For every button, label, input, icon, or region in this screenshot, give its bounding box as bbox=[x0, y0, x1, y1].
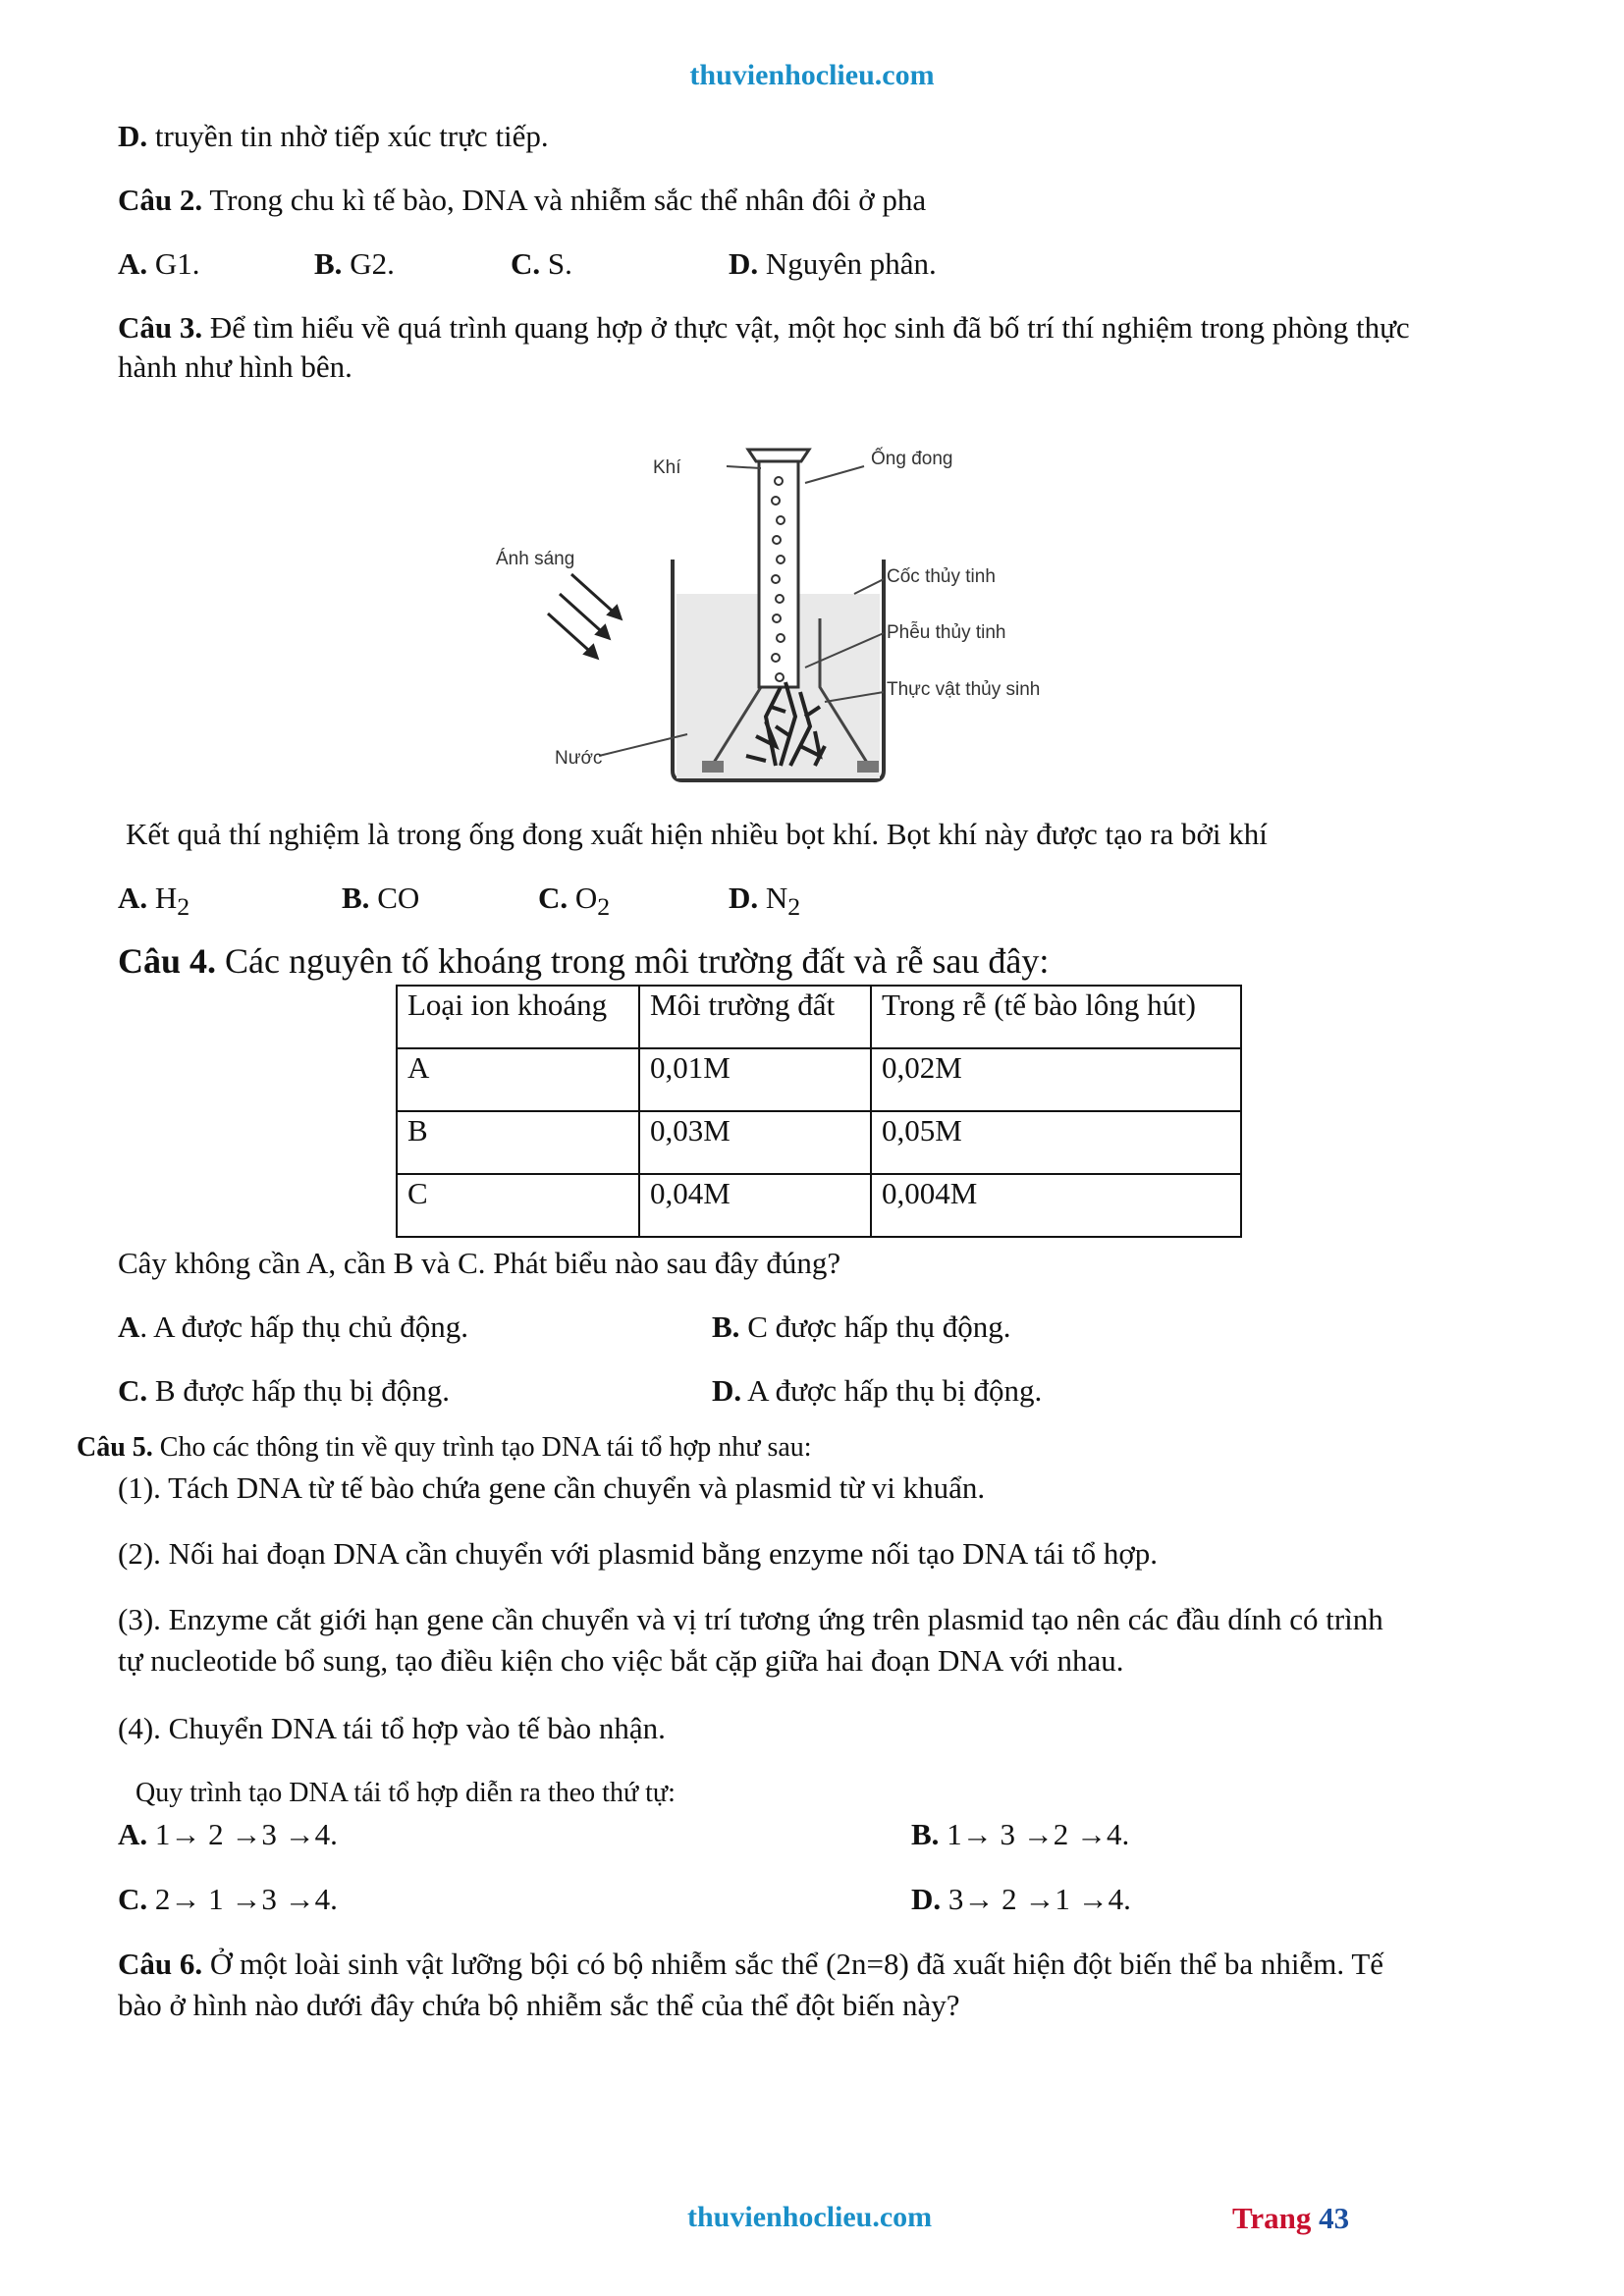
option-text: G2. bbox=[342, 246, 395, 281]
table-cell: 0,004M bbox=[871, 1174, 1241, 1237]
option-text: Nguyên phân. bbox=[758, 246, 937, 281]
q2-option-b bbox=[314, 245, 395, 283]
table-row bbox=[397, 1111, 1241, 1174]
option-letter: B. bbox=[314, 246, 343, 281]
ion-table bbox=[396, 985, 1242, 1238]
funnel-support-right bbox=[857, 761, 879, 773]
option-text: N bbox=[758, 881, 788, 915]
option-subscript: 2 bbox=[787, 892, 801, 922]
question-text: Cho các thông tin về quy trình tạo DNA tái tổ hợp như sau: bbox=[152, 1432, 812, 1463]
table-cell: A bbox=[397, 1048, 639, 1111]
option-subscript: 2 bbox=[177, 892, 190, 922]
option-letter: B. bbox=[712, 1309, 740, 1344]
option-letter: B. bbox=[342, 881, 370, 915]
option-letter: C. bbox=[511, 246, 541, 281]
option-letter: B. bbox=[911, 1817, 940, 1851]
option-text: . A được hấp thụ chủ động. bbox=[139, 1309, 468, 1344]
header-site: thuvienhoclieu.com bbox=[689, 59, 935, 91]
option-letter: A. bbox=[118, 881, 148, 915]
option-text: 1→ 2 →3 →4. bbox=[147, 1817, 338, 1851]
table-header: Trong rễ (tế bào lông hút) bbox=[871, 986, 1241, 1048]
light-arrows bbox=[548, 574, 621, 658]
q5-question: Quy trình tạo DNA tái tổ hợp diễn ra theo thứ tự: bbox=[135, 1778, 676, 1808]
q5-option-a bbox=[118, 1816, 338, 1853]
table-row bbox=[397, 1174, 1241, 1237]
q6-stem bbox=[118, 1946, 1383, 1983]
table-header: Môi trường đất bbox=[639, 986, 871, 1048]
option-letter: C. bbox=[118, 1882, 148, 1916]
q3-option-c bbox=[538, 880, 610, 926]
q4-question: Cây không cần A, cần B và C. Phát biểu nào sau đây đúng? bbox=[118, 1246, 841, 1280]
option-text: C được hấp thụ động. bbox=[739, 1309, 1011, 1344]
table-row bbox=[397, 1048, 1241, 1111]
q4-option-d bbox=[712, 1372, 1042, 1410]
q6-stem-line2: bào ở hình nào dưới đây chứa bộ nhiễm sắc thể của thể đột biến này? bbox=[118, 1988, 960, 2022]
label-ong-dong: Ống đong bbox=[871, 449, 953, 469]
q5-step-3-cont: tự nucleotide bổ sung, tạo điều kiện cho việc bắt cặp giữa hai đoạn DNA với nhau. bbox=[118, 1643, 1124, 1678]
table-header: Loại ion khoáng bbox=[397, 986, 639, 1048]
question-text: Để tìm hiểu về quá trình quang hợp ở thực vật, một học sinh đã bố trí thí nghiệm trong phòng thực bbox=[202, 310, 1410, 345]
option-letter: D. bbox=[911, 1882, 942, 1916]
q3-option-d bbox=[729, 880, 800, 926]
q2-option-c bbox=[511, 245, 572, 283]
cylinder-tube bbox=[759, 461, 798, 687]
option-text: O bbox=[568, 881, 598, 915]
question-label: Câu 3. bbox=[118, 310, 203, 345]
q2-option-d bbox=[729, 245, 937, 283]
question-label: Câu 4. bbox=[118, 941, 217, 981]
table-header-row bbox=[397, 986, 1241, 1048]
q5-option-d bbox=[911, 1881, 1131, 1918]
table-cell: 0,02M bbox=[871, 1048, 1241, 1111]
table-cell: 0,01M bbox=[639, 1048, 871, 1111]
q5-option-c bbox=[118, 1881, 338, 1918]
label-pheu-thuy-tinh: Phễu thủy tinh bbox=[887, 622, 1006, 643]
experiment-figure bbox=[481, 422, 1168, 790]
table-cell: 0,05M bbox=[871, 1111, 1241, 1174]
table-cell: 0,04M bbox=[639, 1174, 871, 1237]
q4-stem bbox=[118, 940, 1049, 982]
page-number bbox=[1232, 2201, 1349, 2236]
option-letter: D. bbox=[712, 1373, 742, 1408]
option-text: H bbox=[147, 881, 178, 915]
q3-stem bbox=[118, 309, 1410, 347]
option-text: G1. bbox=[147, 246, 200, 281]
option-letter: A bbox=[118, 1309, 140, 1344]
page-label: Trang bbox=[1232, 2201, 1320, 2235]
q5-step-4: (4). Chuyển DNA tái tổ hợp vào tế bào nhận. bbox=[118, 1711, 666, 1745]
table-cell: B bbox=[397, 1111, 639, 1174]
option-letter: C. bbox=[538, 881, 568, 915]
q3-option-b bbox=[342, 880, 419, 917]
option-letter: D. bbox=[118, 119, 148, 153]
cylinder-rim bbox=[748, 450, 809, 461]
q2-option-a bbox=[118, 245, 200, 283]
option-text: CO bbox=[369, 881, 420, 915]
question-text: Trong chu kì tế bào, DNA và nhiễm sắc thể nhân đôi ở pha bbox=[202, 183, 927, 217]
question-text: Các nguyên tố khoáng trong môi trường đất và rễ sau đây: bbox=[216, 941, 1050, 981]
option-letter: D. bbox=[729, 246, 759, 281]
label-anh-sang: Ánh sáng bbox=[496, 549, 575, 569]
q4-option-a bbox=[118, 1308, 468, 1346]
option-text: S. bbox=[540, 246, 572, 281]
q3-option-a bbox=[118, 880, 189, 926]
q3-stem-line2: hành như hình bên. bbox=[118, 349, 352, 384]
q5-step-3: (3). Enzyme cắt giới hạn gene cần chuyển và vị trí tương ứng trên plasmid tạo nên các đầu dính có trình bbox=[118, 1602, 1383, 1636]
question-label: Câu 6. bbox=[118, 1947, 203, 1981]
label-nuoc: Nước bbox=[555, 748, 603, 769]
q4-option-c bbox=[118, 1372, 450, 1410]
option-letter: D. bbox=[729, 881, 759, 915]
option-text: A được hấp thụ bị động. bbox=[741, 1373, 1043, 1408]
q5-step-2: (2). Nối hai đoạn DNA cần chuyển với plasmid bằng enzyme nối tạo DNA tái tổ hợp. bbox=[118, 1536, 1159, 1571]
question-label: Câu 5. bbox=[77, 1432, 153, 1463]
option-text: 2→ 1 →3 →4. bbox=[147, 1882, 338, 1916]
option-text: 1→ 3 →2 →4. bbox=[939, 1817, 1130, 1851]
option-letter: C. bbox=[118, 1373, 148, 1408]
footer-site: thuvienhoclieu.com bbox=[687, 2201, 933, 2233]
label-khi: Khí bbox=[653, 457, 681, 478]
table-cell: C bbox=[397, 1174, 639, 1237]
option-subscript: 2 bbox=[597, 892, 611, 922]
option-text: truyền tin nhờ tiếp xúc trực tiếp. bbox=[147, 119, 549, 153]
question-text: Ở một loài sinh vật lưỡng bội có bộ nhiễm sắc thể (2n=8) đã xuất hiện đột biến thể ba nhiễm. Tế bbox=[202, 1947, 1384, 1981]
label-thuc-vat-thuy-sinh: Thực vật thủy sinh bbox=[887, 679, 1041, 700]
option-letter: A. bbox=[118, 1817, 148, 1851]
q3-result: Kết quả thí nghiệm là trong ống đong xuất hiện nhiều bọt khí. Bọt khí này được tạo ra bởi khí bbox=[126, 817, 1268, 851]
page-number-value: 43 bbox=[1319, 2201, 1350, 2235]
option-text: 3→ 2 →1 →4. bbox=[941, 1882, 1131, 1916]
option-letter: A. bbox=[118, 246, 148, 281]
q5-stem bbox=[77, 1431, 812, 1465]
option-text: B được hấp thụ bị động. bbox=[147, 1373, 451, 1408]
q1-option-d bbox=[118, 118, 549, 155]
q5-step-1: (1). Tách DNA từ tế bào chứa gene cần chuyển và plasmid từ vi khuẩn. bbox=[118, 1470, 986, 1505]
q5-option-b bbox=[911, 1816, 1129, 1853]
question-label: Câu 2. bbox=[118, 183, 203, 217]
q2-stem bbox=[118, 182, 926, 219]
table-cell: 0,03M bbox=[639, 1111, 871, 1174]
funnel-support-left bbox=[702, 761, 724, 773]
q4-option-b bbox=[712, 1308, 1010, 1346]
label-coc-thuy-tinh: Cốc thủy tinh bbox=[887, 566, 996, 587]
